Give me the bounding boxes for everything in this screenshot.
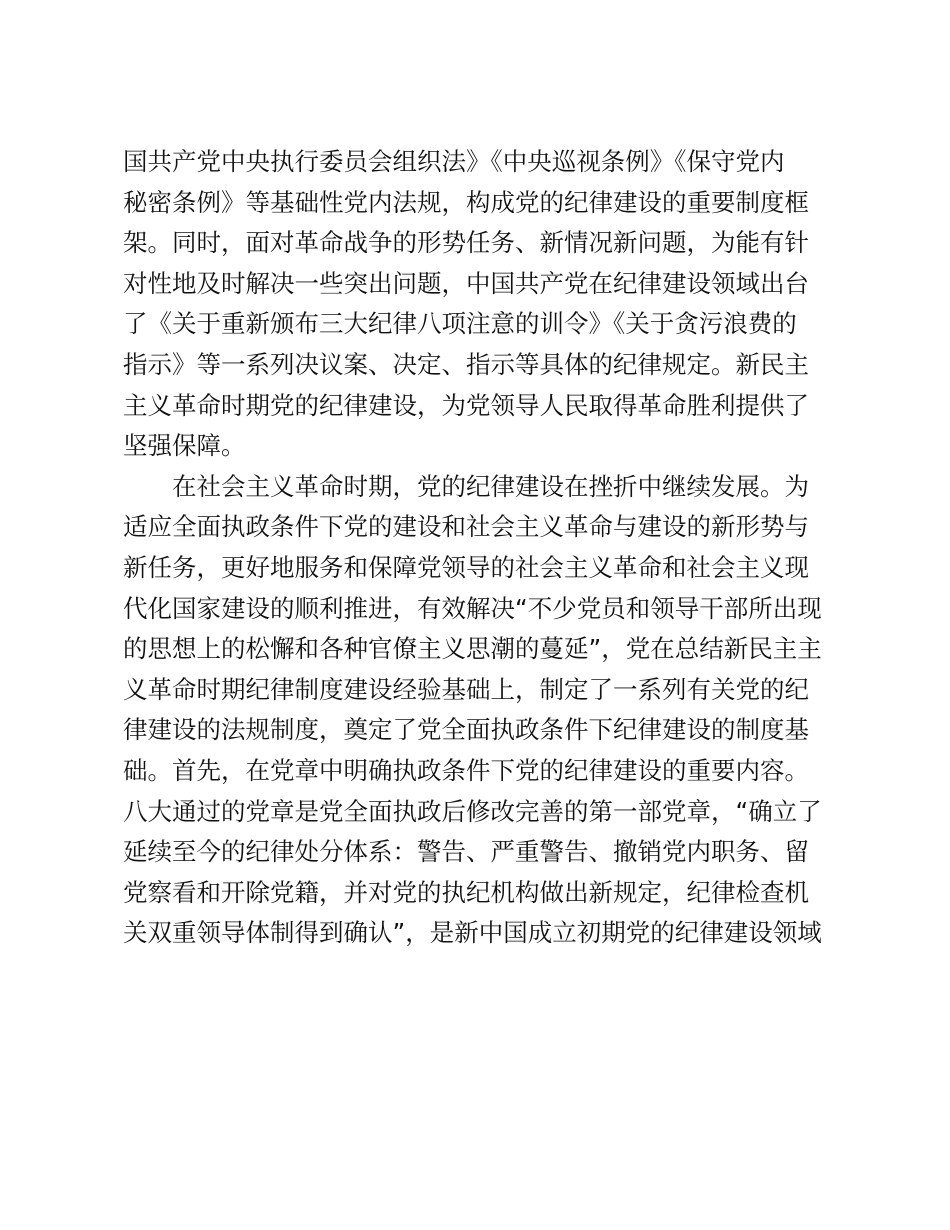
text-line: 主义革命时期党的纪律建设，为党领导人民取得革命胜利提供了 (123, 390, 809, 420)
text-line: 代化国家建设的顺利推进，有效解决“不少党员和领导干部所出现 (123, 593, 822, 623)
text-line: 了《关于重新颁布三大纪律八项注意的训令》《关于贪污浪费的 (123, 309, 797, 339)
text-line: 律建设的法规制度，奠定了党全面执政条件下纪律建设的制度基 (123, 715, 809, 745)
text-line: 新任务，更好地服务和保障党领导的社会主义革命和社会主义现 (123, 552, 809, 582)
text-line: 的思想上的松懈和各种官僚主义思潮的蔓延”，党在总结新民主主 (123, 634, 822, 664)
text-line: 延续至今的纪律处分体系：警告、严重警告、撤销党内职务、留 (123, 837, 809, 867)
body-text (123, 142, 835, 954)
text-line: 对性地及时解决一些突出问题，中国共产党在纪律建设领域出台 (123, 268, 809, 298)
text-line: 础。首先，在党章中明确执政条件下党的纪律建设的重要内容。 (123, 755, 809, 785)
text-line: 国共产党中央执行委员会组织法》《中央巡视条例》《保守党内 (123, 147, 785, 176)
text-line: 八大通过的党章是党全面执政后修改完善的第一部党章，“确立了 (123, 796, 822, 826)
text-line: 适应全面执政条件下党的建设和社会主义革命与建设的新形势与 (123, 512, 809, 542)
paragraph-start-line: 在社会主义革命时期，党的纪律建设在挫折中继续发展。为 (123, 471, 809, 501)
text-line: 秘密条例》等基础性党内法规，构成党的纪律建设的重要制度框 (123, 187, 809, 217)
text-line: 坚强保障。 (123, 431, 246, 461)
text-line: 义革命时期纪律制度建设经验基础上，制定了一系列有关党的纪 (123, 674, 809, 704)
text-line: 关双重领导体制得到确认”，是新中国成立初期党的纪律建设领域 (123, 918, 822, 948)
text-line: 指示》等一系列决议案、决定、指示等具体的纪律规定。新民主 (123, 349, 809, 379)
text-line: 党察看和开除党籍，并对党的执纪机构做出新规定，纪律检查机 (123, 877, 809, 907)
text-line: 架。同时，面对革命战争的形势任务、新情况新问题，为能有针 (123, 228, 809, 258)
